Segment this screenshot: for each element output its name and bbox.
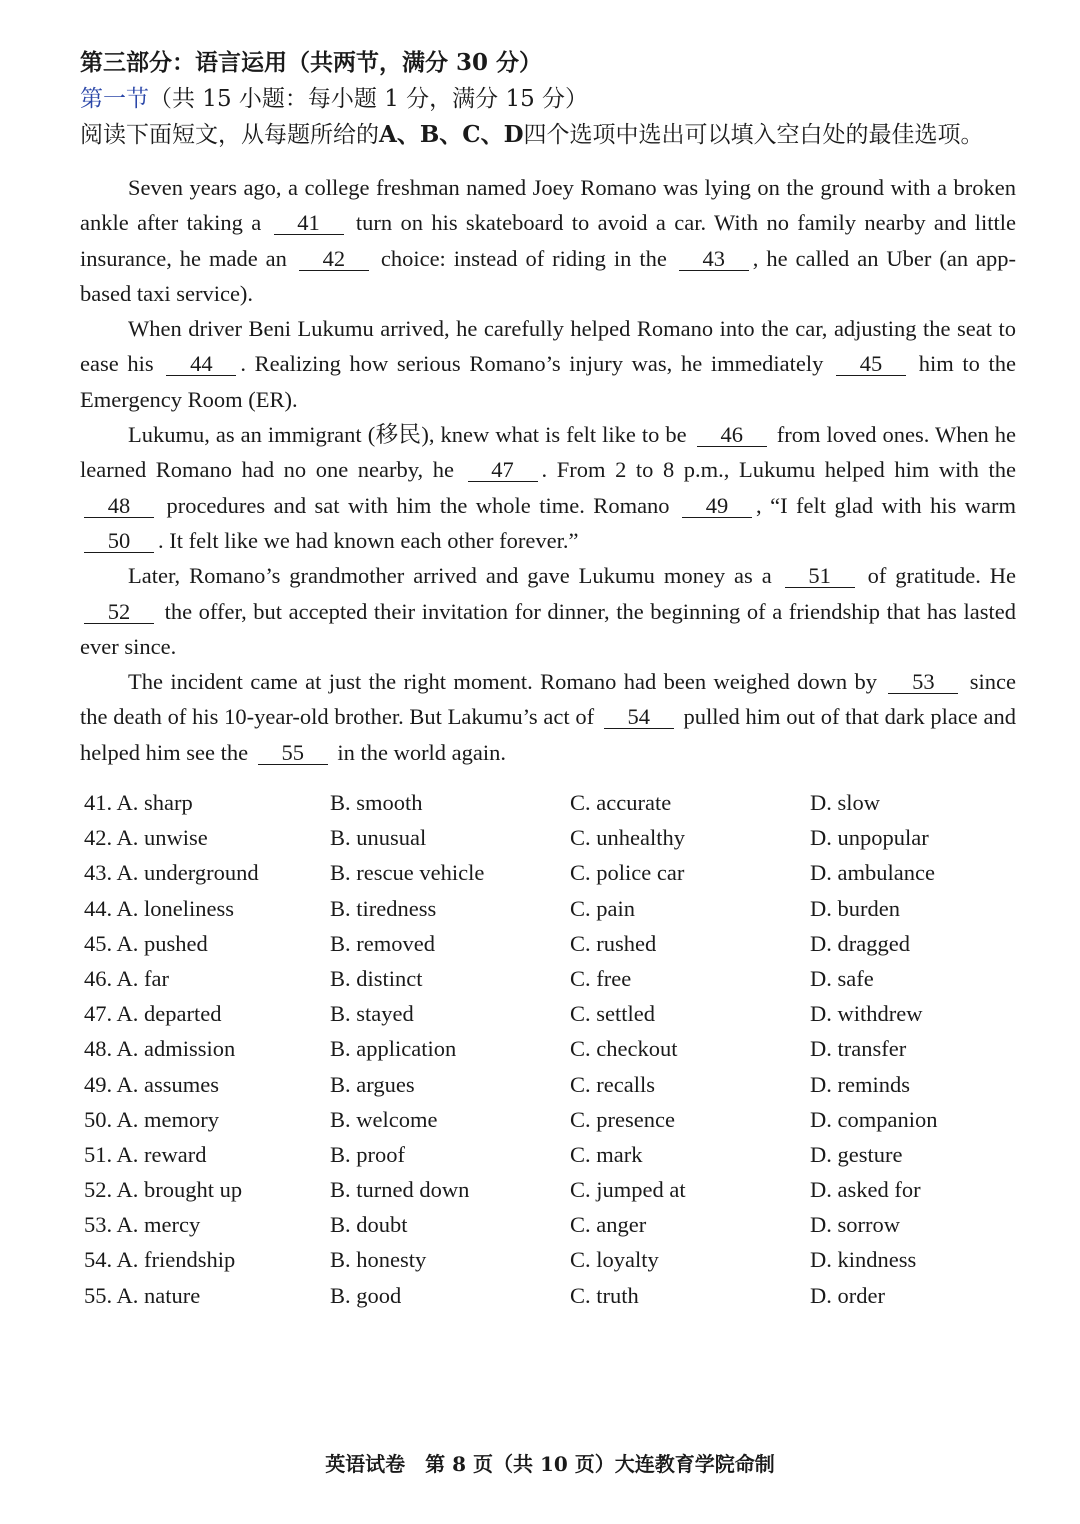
passage-text: Seven years ago, a college freshman named Joey Romano was lying on the ground with a broken ankle after taking a <box>80 175 1016 236</box>
paragraph-4 <box>80 558 1016 664</box>
option-d: D. transfer <box>810 1036 907 1062</box>
option-d: D. sorrow <box>810 1212 900 1238</box>
passage-text: turn on his skateboard to avoid a car. With no family nearby and little insurance, he made an <box>80 210 1016 271</box>
instruction-text-end: 四个选项中选出可以填入空白处的最佳选项。 <box>523 122 984 148</box>
blank-46: 46 <box>697 424 767 447</box>
option-b: B. distinct <box>330 965 423 991</box>
option-d: D. safe <box>810 965 874 991</box>
option-a: 46. A. far <box>84 965 169 991</box>
instructions <box>80 116 984 149</box>
option-c: C. jumped at <box>570 1177 686 1203</box>
blank-47: 47 <box>468 459 538 482</box>
option-d: D. gesture <box>810 1141 903 1167</box>
option-a: 44. A. loneliness <box>84 895 234 921</box>
blank-43: 43 <box>679 248 749 271</box>
option-b: B. turned down <box>330 1177 470 1203</box>
option-a: 51. A. reward <box>84 1141 207 1167</box>
option-row-49 <box>84 1067 1014 1102</box>
passage-text: The incident came at just the right moment. Romano had been weighed down by <box>128 669 877 695</box>
blank-51: 51 <box>785 565 855 588</box>
passage-text: him to the Emergency Room (ER). <box>80 351 1017 412</box>
passage-text: in the world again. <box>337 739 507 765</box>
option-row-46 <box>84 961 1014 996</box>
paragraph-1 <box>80 170 1016 311</box>
option-row-52 <box>84 1172 1014 1207</box>
option-b: B. doubt <box>330 1212 408 1238</box>
option-row-55 <box>84 1278 1014 1313</box>
instruction-letters: A、B、C、D <box>379 121 524 148</box>
option-row-45 <box>84 926 1014 961</box>
option-a: 42. A. unwise <box>84 825 208 851</box>
option-row-47 <box>84 996 1014 1031</box>
option-b: B. stayed <box>330 1001 414 1027</box>
option-b: B. welcome <box>330 1106 438 1132</box>
option-a: 49. A. assumes <box>84 1071 219 1097</box>
passage-text: the offer, but accepted their invitation for dinner, the beginning of a friendship that has lasted ever since. <box>80 598 1016 659</box>
option-c: C. mark <box>570 1141 643 1167</box>
option-d: D. dragged <box>810 930 910 956</box>
instruction-text: 阅读下面短文，从每题所给的 <box>80 122 379 148</box>
option-d: D. ambulance <box>810 860 935 886</box>
passage-text: from loved ones. When he learned Romano had no one nearby, he <box>80 422 1016 483</box>
option-a: 43. A. underground <box>84 860 259 886</box>
cloze-passage <box>80 170 1016 770</box>
option-b: B. proof <box>330 1141 405 1167</box>
passage-text: . From 2 to 8 p.m., Lukumu helped him with the <box>541 457 1016 483</box>
blank-48: 48 <box>84 495 154 518</box>
option-a: 45. A. pushed <box>84 930 208 956</box>
option-a: 54. A. friendship <box>84 1247 236 1273</box>
option-b: B. good <box>330 1282 402 1308</box>
blank-49: 49 <box>682 495 752 518</box>
passage-text: , “I felt glad with his warm <box>756 492 1017 518</box>
option-a: 52. A. brought up <box>84 1177 243 1203</box>
option-c: C. loyalty <box>570 1247 659 1273</box>
option-c: C. truth <box>570 1282 639 1308</box>
blank-53: 53 <box>888 671 958 694</box>
option-c: C. pain <box>570 895 635 921</box>
option-row-50 <box>84 1102 1014 1137</box>
option-c: C. presence <box>570 1106 675 1132</box>
passage-text: . Realizing how serious Romano’s injury was, he immediately <box>240 351 824 377</box>
part-heading <box>80 80 588 113</box>
option-d: D. asked for <box>810 1177 921 1203</box>
option-a: 41. A. sharp <box>84 790 193 815</box>
passage-text: choice: instead of riding in the <box>380 245 667 271</box>
option-b: B. smooth <box>330 790 423 815</box>
blank-55: 55 <box>258 742 328 765</box>
passage-text: since the death of his 10-year-old brother. But Lakumu’s act of <box>80 669 1016 730</box>
option-c: C. unhealthy <box>570 825 685 851</box>
option-d: D. kindness <box>810 1247 917 1273</box>
option-d: D. withdrew <box>810 1001 923 1027</box>
blank-54: 54 <box>604 706 674 729</box>
blank-41: 41 <box>274 212 344 235</box>
passage-text: , he called an Uber (an app-based taxi service). <box>80 245 1017 306</box>
option-b: B. unusual <box>330 825 427 851</box>
part-detail: （共 15 小题：每小题 1 分，满分 15 分） <box>149 86 589 112</box>
option-b: B. rescue vehicle <box>330 860 485 886</box>
option-b: B. tiredness <box>330 895 437 921</box>
passage-text: When driver Beni Lukumu arrived, he carefully helped Romano into the car, adjusting the seat to ease his <box>80 316 1016 377</box>
blank-42: 42 <box>299 248 369 271</box>
option-d: D. burden <box>810 895 900 921</box>
option-b: B. application <box>330 1036 457 1062</box>
page-footer: 英语试卷 第 8 页（共 10 页）大连教育学院命制 <box>325 1452 775 1476</box>
option-c: C. accurate <box>570 790 672 815</box>
blank-45: 45 <box>836 353 906 376</box>
option-c: C. checkout <box>570 1036 678 1062</box>
option-row-54 <box>84 1242 1014 1277</box>
passage-text: procedures and sat with him the whole time. Romano <box>166 492 670 518</box>
option-a: 50. A. memory <box>84 1106 219 1132</box>
option-a: 48. A. admission <box>84 1036 236 1062</box>
option-row-42 <box>84 820 1014 855</box>
option-d: D. order <box>810 1282 885 1308</box>
option-d: D. slow <box>810 790 881 815</box>
option-c: C. anger <box>570 1212 647 1238</box>
passage-text: pulled him out of that dark place and helped him see the <box>80 704 1017 765</box>
answer-options <box>84 785 1014 1313</box>
option-row-44 <box>84 891 1014 926</box>
paragraph-2 <box>80 311 1016 417</box>
option-d: D. unpopular <box>810 825 929 851</box>
option-a: 55. A. nature <box>84 1282 201 1308</box>
option-row-41 <box>84 785 1014 820</box>
option-c: C. rushed <box>570 930 657 956</box>
option-c: C. settled <box>570 1001 655 1027</box>
option-row-43 <box>84 855 1014 890</box>
option-b: B. argues <box>330 1071 415 1097</box>
option-c: C. police car <box>570 860 685 886</box>
blank-50: 50 <box>84 530 154 553</box>
passage-text: Later, Romano’s grandmother arrived and gave Lukumu money as a <box>128 563 772 589</box>
option-b: B. honesty <box>330 1247 427 1273</box>
paragraph-3 <box>80 417 1016 558</box>
option-d: D. companion <box>810 1106 938 1132</box>
passage-text: of gratitude. He <box>867 563 1017 589</box>
option-b: B. removed <box>330 930 435 956</box>
section-title: 第三部分：语言运用（共两节，满分 30 分） <box>80 49 543 76</box>
option-c: C. recalls <box>570 1071 655 1097</box>
option-row-53 <box>84 1207 1014 1242</box>
option-row-48 <box>84 1031 1014 1066</box>
option-d: D. reminds <box>810 1071 910 1097</box>
paragraph-5 <box>80 664 1016 770</box>
option-a: 53. A. mercy <box>84 1212 201 1238</box>
blank-52: 52 <box>84 601 154 624</box>
passage-text: . It felt like we had known each other forever.” <box>158 527 579 553</box>
passage-text: Lukumu, as an immigrant (移民), knew what is felt like to be <box>128 422 687 448</box>
option-a: 47. A. departed <box>84 1001 222 1027</box>
blank-44: 44 <box>166 353 236 376</box>
option-c: C. free <box>570 965 632 991</box>
option-row-51 <box>84 1137 1014 1172</box>
part-label: 第一节 <box>80 86 149 112</box>
